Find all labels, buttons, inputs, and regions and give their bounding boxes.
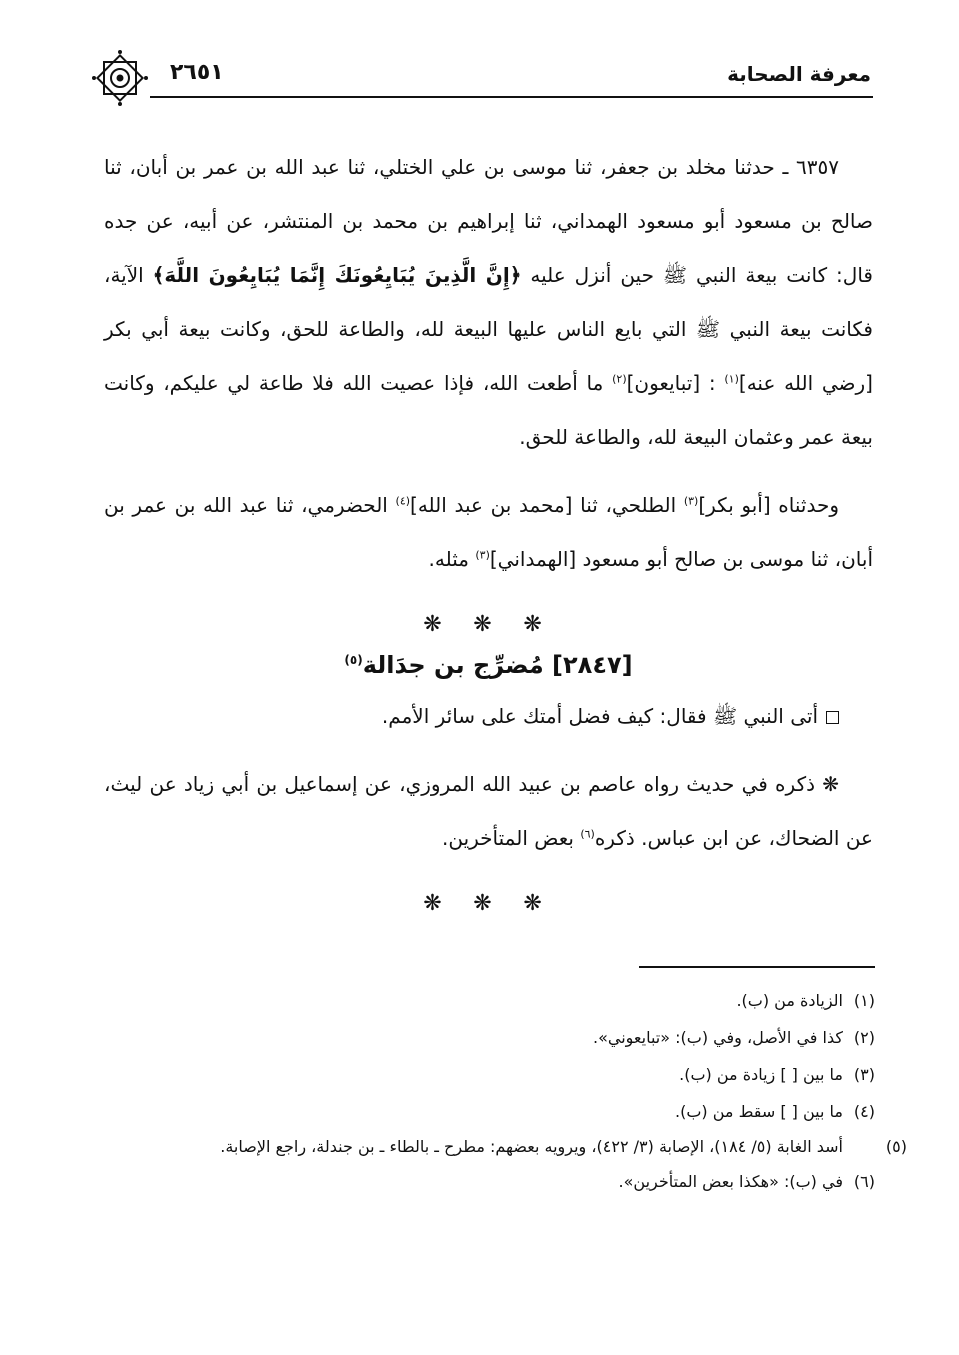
footnote-item: (٤)ما بين [ ] سقط من (ب). <box>675 1102 875 1121</box>
running-title: معرفة الصحابة <box>727 62 871 86</box>
footnote-item: (٦)في (ب): «هكذا بعض المتأخرين». <box>618 1172 875 1191</box>
page-number: ٢٦٥١ <box>170 60 224 85</box>
footnote-item: (٢)كذا في الأصل، وفي (ب): «تبايعوني». <box>592 1028 875 1047</box>
entry-paragraph: أتى النبي ﷺ فقال: كيف فضل أمتك على سائر الأمم. <box>104 689 873 743</box>
header-divider <box>150 96 873 98</box>
footnote-item: (٣)ما بين [ ] زيادة من (ب). <box>679 1065 875 1084</box>
section-separator: ❋ ❋ ❋ <box>423 891 554 916</box>
footnote-ref: (٢) <box>612 372 627 386</box>
footnote-ref: (٦) <box>580 827 595 841</box>
main-text <box>104 140 873 930</box>
footnote-divider <box>639 966 875 968</box>
hadith-paragraph: ٦٣٥٧ ـ حدثنا مخلد بن جعفر، ثنا موسى بن علي الختلي، ثنا عبد الله بن عمر بن أبان، ثنا صالح بن مسعود أبو مسعود الهمداني، ثنا إبراهيم بن محمد بن المنتشر، عن أبيه، عن جده قال: كانت بيعة النبي ﷺ حين أنزل عليه ﴿إِنَّ الَّذِينَ يُبَايِعُونَكَ إِنَّمَا يُبَايِعُونَ اللَّهَ﴾ الآية، فكانت بيعة النبي ﷺ التي بايع الناس عليها البيعة لله، والطاعة للحق، وكانت بيعة أبي بكر [رضي الله عنه]$^{(١)}$ : [تبايعون]$^{(٢)}$ ما أطعت الله، فإذا عصيت الله فلا طاعة لي عليكم، وكانت بيعة عمر وعثمان البيعة لله، والطاعة للحق. <box>104 155 873 449</box>
square-bullet-icon <box>826 711 839 724</box>
footnote-item: (٥)أسد الغابة (٥/ ١٨٤)، الإصابة (٣/ ٤٢٢)، ويرويه بعضهم: مطرح ـ بالطاء ـ بن جندلة، راجع الإصابة. <box>220 1137 907 1156</box>
quran-verse: ﴿إِنَّ الَّذِينَ يُبَايِعُونَكَ إِنَّمَا يُبَايِعُونَ اللَّهَ﴾ <box>152 263 522 287</box>
footnote-ref: (٥) <box>344 653 363 667</box>
footnote-ref: (٣) <box>475 548 490 562</box>
section-separator: ❋ ❋ ❋ <box>423 612 554 637</box>
isnad-paragraph: وحدثناه [أبو بكر]$^{(٣)}$ الطلحي، ثنا [محمد بن عبد الله]$^{(٤)}$ الحضرمي، ثنا عبد الله بن عمر بن أبان، ثنا موسى بن صالح أبو مسعود [الهمداني]$^{(٣)}$ مثله. <box>104 493 873 571</box>
footnote-ref: (٤) <box>395 494 411 508</box>
footnote-item: (١)الزيادة من (ب). <box>736 991 875 1010</box>
entry-heading: [٢٨٤٧] مُضرِّج بن جدَالة$^{(٥)}$ <box>344 651 633 679</box>
footnote-ref: (١) <box>724 372 739 386</box>
footnote-ref: (٣) <box>683 494 699 508</box>
footnotes <box>108 982 907 1200</box>
star-ornament-icon <box>90 48 150 108</box>
source-paragraph: ❋ ذكره في حديث رواه عاصم بن عبيد الله المروزي، عن إسماعيل بن أبي زياد عن ليث، عن الضحاك، عن ابن عباس. ذكره$^{(٦)}$ بعض المتأخرين. <box>104 772 873 850</box>
page-header <box>92 52 871 98</box>
